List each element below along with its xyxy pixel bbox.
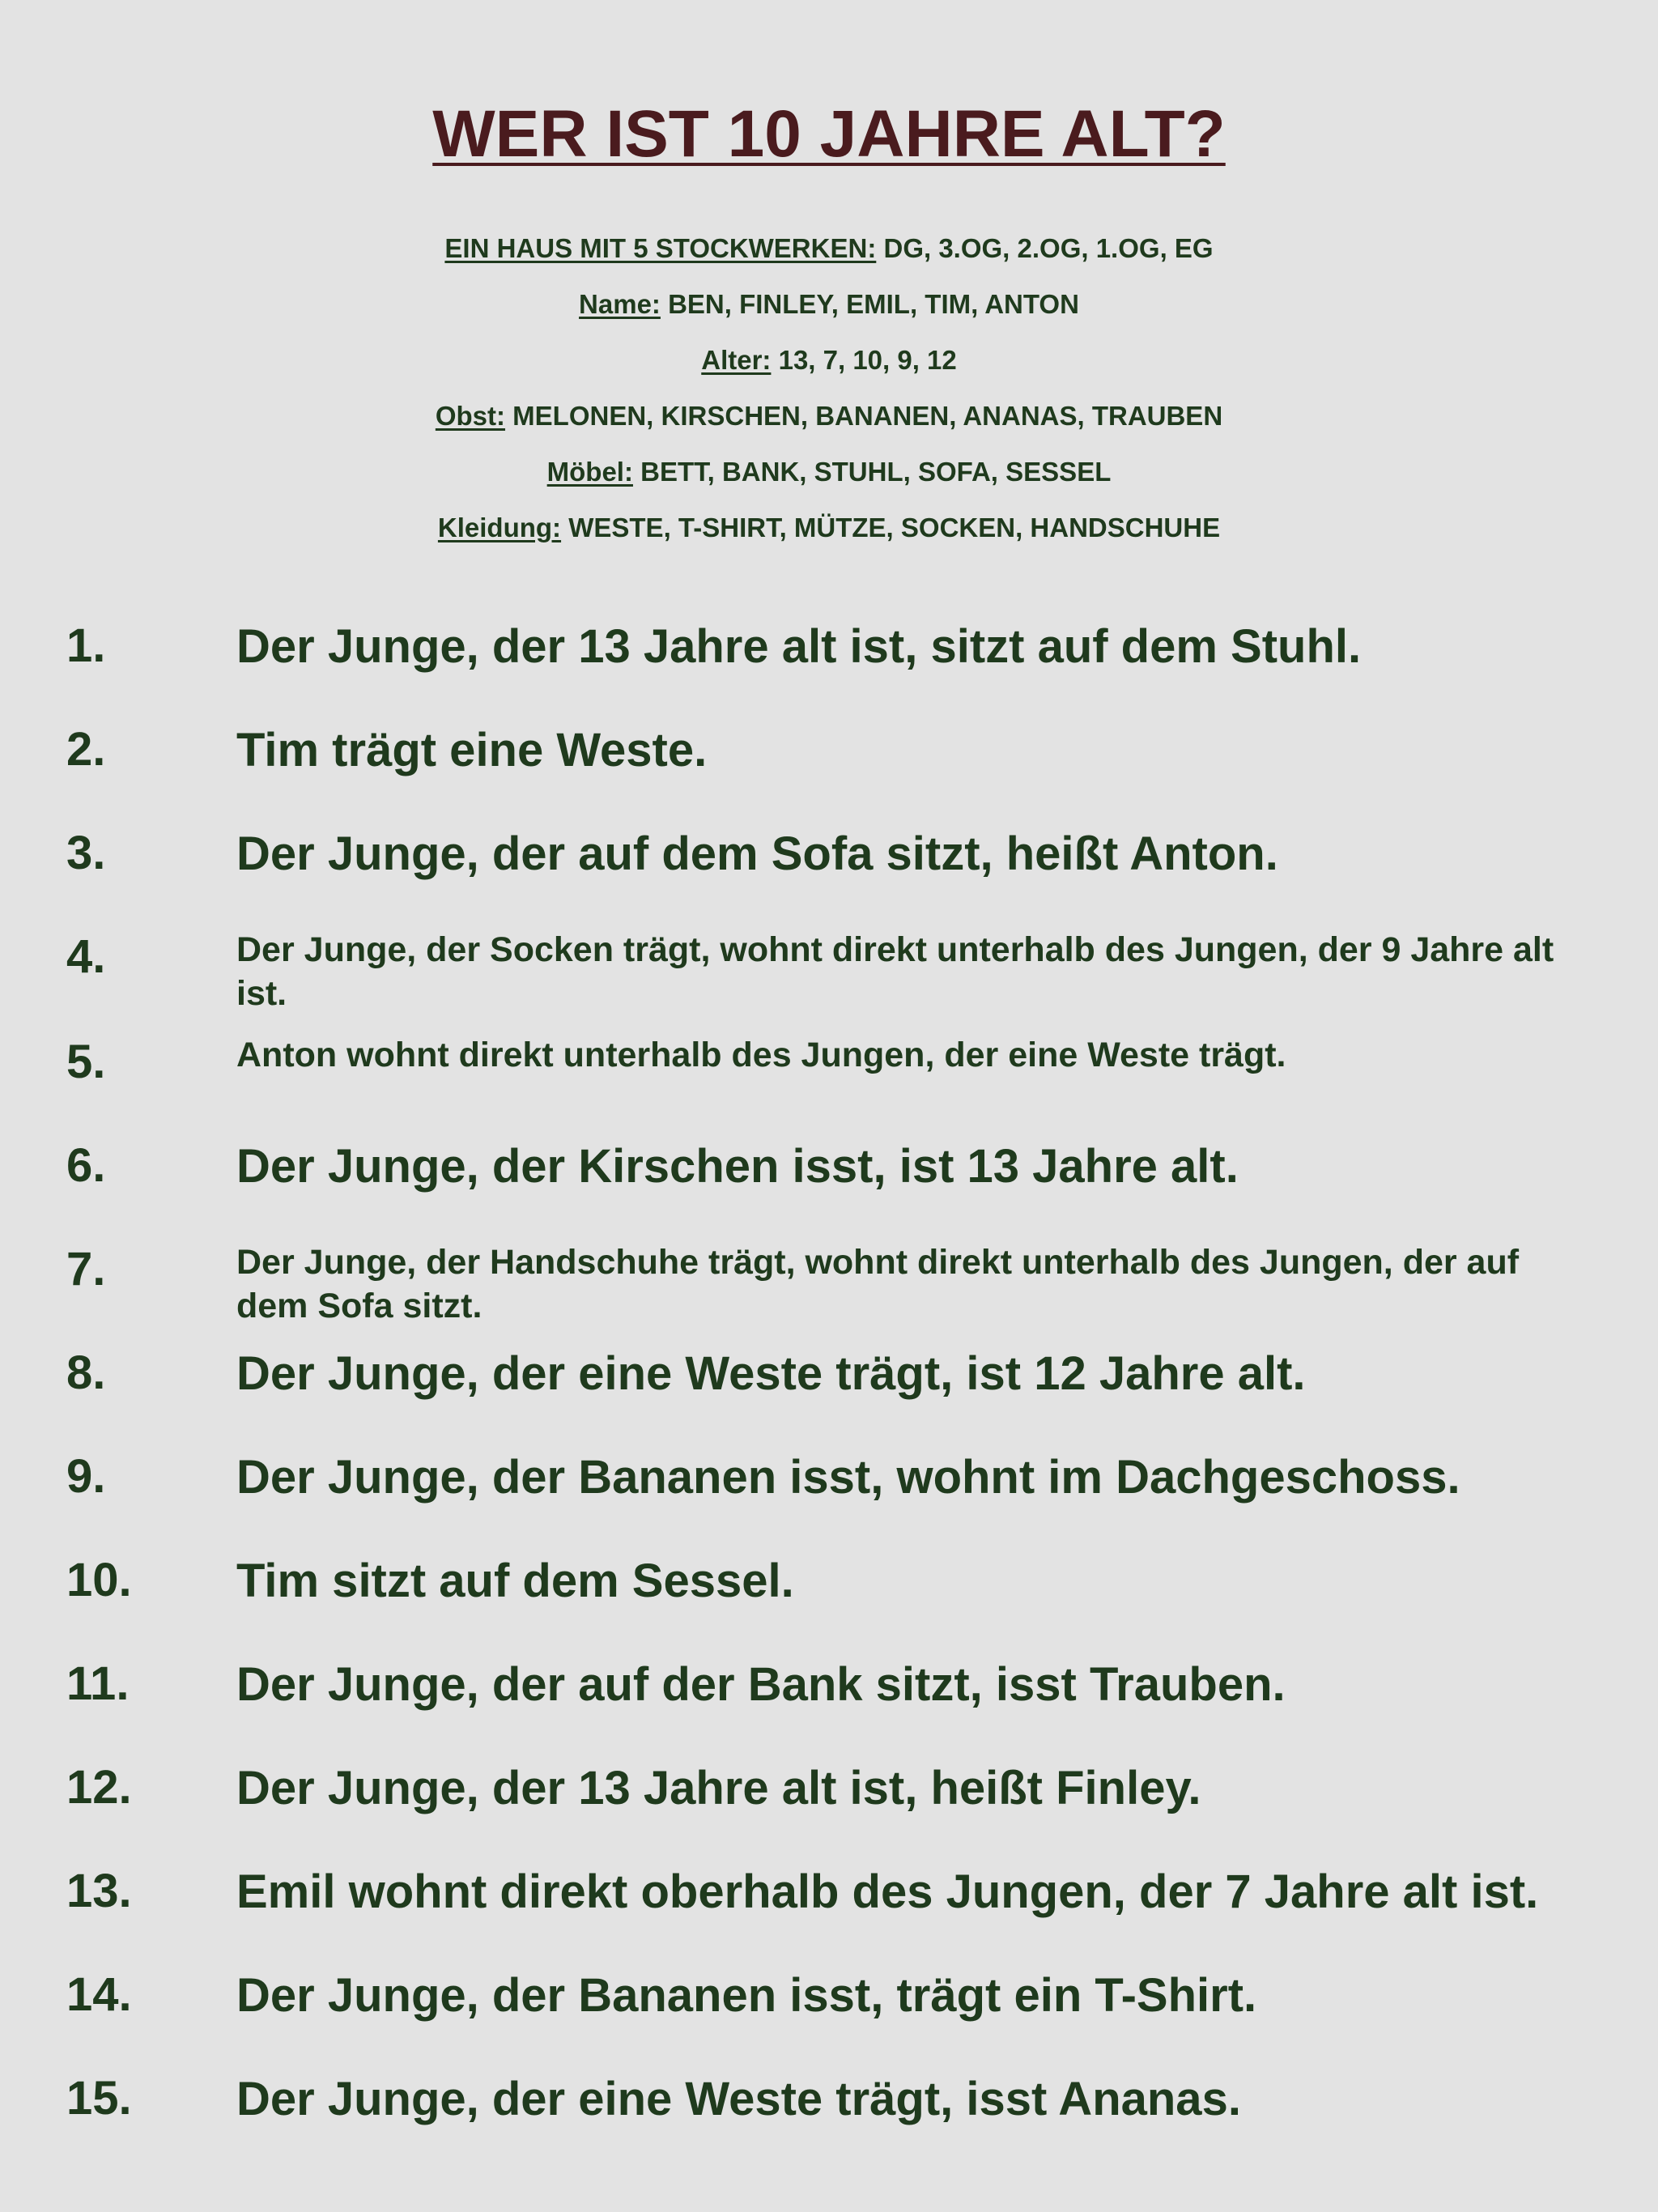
info-floors bbox=[0, 220, 1658, 276]
page-title: WER IST 10 JAHRE ALT? bbox=[432, 97, 1226, 171]
clue-number: 1. bbox=[66, 619, 106, 672]
clue-number: 2. bbox=[66, 723, 106, 776]
info-label: Möbel: bbox=[546, 457, 633, 487]
info-label: EIN HAUS MIT 5 STOCKWERKEN: bbox=[444, 233, 877, 263]
clue-number: 7. bbox=[66, 1243, 106, 1295]
info-value: WESTE, T-SHIRT, MÜTZE, SOCKEN, HANDSCHUHE bbox=[561, 513, 1221, 542]
clue-number: 13. bbox=[66, 1865, 132, 1917]
clue-text: Anton wohnt direkt unterhalb des Jungen, der eine Weste trägt. bbox=[236, 1036, 1286, 1074]
info-label: Alter: bbox=[701, 345, 772, 375]
info-furniture bbox=[0, 444, 1658, 500]
info-value: 13, 7, 10, 9, 12 bbox=[771, 345, 957, 375]
clue-text: Der Junge, der 13 Jahre alt ist, heißt Finley. bbox=[236, 1762, 1201, 1814]
clue-text: Der Junge, der Kirschen isst, ist 13 Jahre alt. bbox=[236, 1140, 1239, 1193]
puzzle-info bbox=[0, 220, 1658, 555]
clue-text: Der Junge, der auf dem Sofa sitzt, heißt Anton. bbox=[236, 827, 1278, 880]
info-fruits bbox=[0, 388, 1658, 444]
clue-number: 10. bbox=[66, 1554, 132, 1606]
clue-text: Der Junge, der auf der Bank sitzt, isst Trauben. bbox=[236, 1658, 1286, 1711]
clue-number: 3. bbox=[66, 827, 106, 879]
info-names bbox=[0, 276, 1658, 332]
clue-text: Emil wohnt direkt oberhalb des Jungen, der 7 Jahre alt ist. bbox=[236, 1865, 1539, 1918]
clue-text: Tim sitzt auf dem Sessel. bbox=[236, 1555, 794, 1607]
info-clothing bbox=[0, 500, 1658, 555]
clue-text: Der Junge, der Bananen isst, wohnt im Dachgeschoss. bbox=[236, 1451, 1460, 1504]
info-value: DG, 3.OG, 2.OG, 1.OG, EG bbox=[876, 233, 1214, 263]
info-ages bbox=[0, 332, 1658, 388]
clue-number: 15. bbox=[66, 2072, 132, 2125]
info-label: Name: bbox=[579, 289, 661, 319]
clue-text: Tim trägt eine Weste. bbox=[236, 724, 708, 776]
clue-text: Der Junge, der 13 Jahre alt ist, sitzt auf dem Stuhl. bbox=[236, 620, 1362, 673]
clue-number: 6. bbox=[66, 1139, 106, 1192]
clue-number: 11. bbox=[66, 1657, 130, 1710]
clue-text: Der Junge, der eine Weste trägt, isst Ananas. bbox=[236, 2073, 1241, 2125]
info-value: BETT, BANK, STUHL, SOFA, SESSEL bbox=[632, 457, 1112, 487]
clue-number: 5. bbox=[66, 1036, 106, 1088]
info-value: BEN, FINLEY, EMIL, TIM, ANTON bbox=[660, 289, 1079, 319]
clue-text: Der Junge, der Socken trägt, wohnt direkt unterhalb des Jungen, der 9 Jahre alt ist. bbox=[236, 930, 1554, 1013]
clue-text: Der Junge, der Bananen isst, trägt ein T-Shirt. bbox=[236, 1969, 1257, 2022]
info-label: Kleidung: bbox=[437, 513, 562, 542]
info-value: MELONEN, KIRSCHEN, BANANEN, ANANAS, TRAUBEN bbox=[505, 401, 1223, 431]
clue-number: 12. bbox=[66, 1761, 132, 1814]
clue-number: 14. bbox=[66, 1968, 132, 2021]
clue-number: 8. bbox=[66, 1346, 106, 1399]
clue-text: Der Junge, der eine Weste trägt, ist 12 Jahre alt. bbox=[236, 1347, 1306, 1400]
clue-text: Der Junge, der Handschuhe trägt, wohnt direkt unterhalb des Jungen, der auf dem Sofa sitzt. bbox=[236, 1243, 1520, 1325]
clue-number: 4. bbox=[66, 930, 106, 983]
clue-number: 9. bbox=[66, 1450, 106, 1503]
info-label: Obst: bbox=[435, 401, 506, 431]
